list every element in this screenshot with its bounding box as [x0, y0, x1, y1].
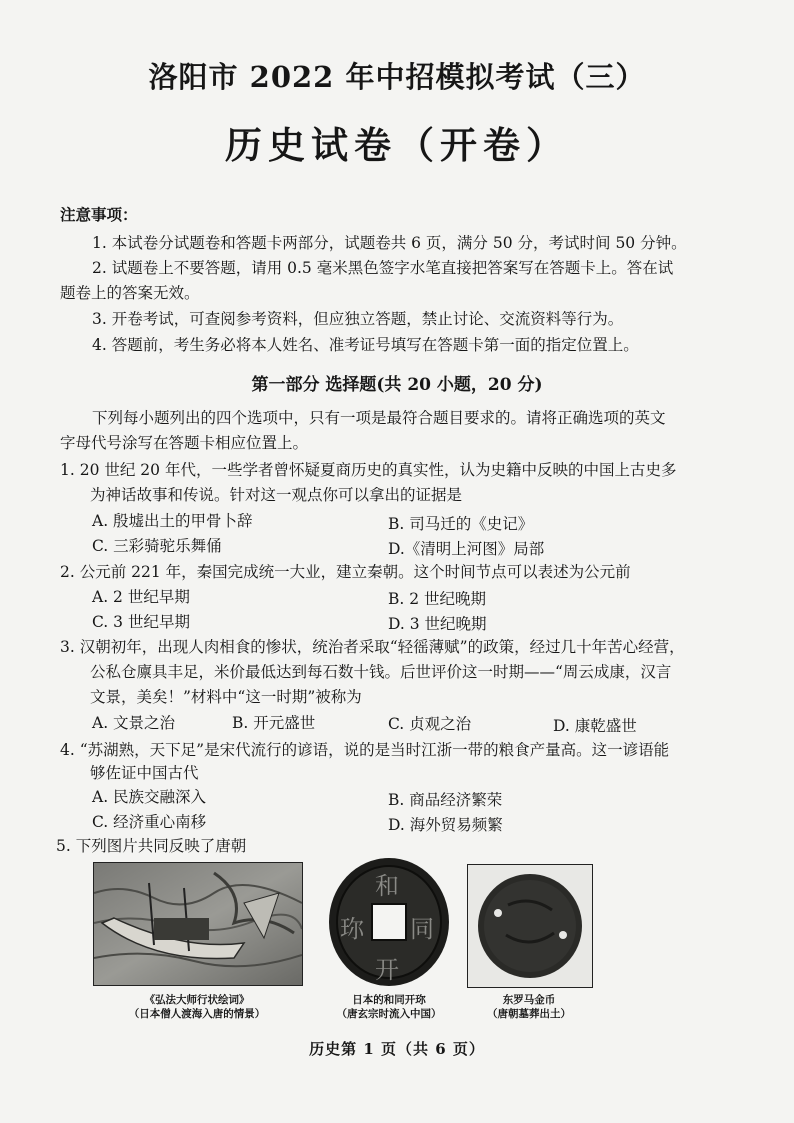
question-stem: 够佐证中国古代 — [90, 764, 199, 782]
option-a: A. 文景之治 — [92, 714, 176, 732]
notice-item: 2. 试题卷上不要答题，请用 0.5 毫米黑色签字水笔直接把答案写在答题卡上。答在试 — [92, 259, 674, 277]
notice-heading: 注意事项： — [60, 205, 138, 224]
question-stem: 为神话故事和传说。针对这一观点你可以拿出的证据是 — [90, 486, 463, 504]
paper-subtitle: 历史试卷（开卷） — [225, 123, 569, 167]
option-a: A. 2 世纪早期 — [92, 588, 190, 606]
coin-character: 和 — [375, 872, 399, 900]
option-c: C. 贞观之治 — [388, 715, 472, 733]
question-stem: 公私仓廪具丰足，米价最低达到每石数十钱。后世评价这一时期——“周云成康，汉言 — [90, 663, 672, 681]
page-number: 历史第 1 页（共 6 页） — [309, 1040, 485, 1058]
option-c: C. 三彩骑驼乐舞俑 — [92, 537, 222, 555]
coin-character: 开 — [375, 956, 399, 984]
question-stem: 文景，美矣！”材料中“这一时期”被称为 — [90, 688, 362, 706]
option-a: A. 民族交融深入 — [92, 788, 207, 806]
question-stem: 5. 下列图片共同反映了唐朝 — [56, 837, 247, 855]
exam-title: 洛阳市 2022 年中招模拟考试（三） — [148, 60, 646, 94]
image-caption — [322, 993, 456, 1021]
option-d: D.《清明上河图》局部 — [388, 540, 545, 558]
caption-line: （唐朝墓葬出土） — [487, 1008, 571, 1020]
notice-item: 3. 开卷考试，可查阅参考资料，但应独立答题，禁止讨论、交流资料等行为。 — [92, 310, 624, 328]
image-caption — [462, 993, 596, 1021]
option-b: B. 司马迁的《史记》 — [388, 515, 534, 533]
coin-character: 珎 — [340, 915, 364, 943]
coin-character: 同 — [410, 915, 434, 943]
caption-line: （唐玄宗时流入中国） — [336, 1008, 442, 1020]
japanese-coin-image — [327, 856, 451, 988]
option-d: D. 海外贸易频繁 — [388, 816, 503, 834]
caption-line: （日本僧人渡海入唐的情景） — [128, 1008, 266, 1020]
section-instruction: 字母代号涂写在答题卡相应位置上。 — [60, 434, 309, 452]
question-stem: 1. 20 世纪 20 年代，一些学者曾怀疑夏商历史的真实性，认为史籍中反映的中国上古史多 — [60, 461, 677, 479]
question-stem: 2. 公元前 221 年，秦国完成统一大业，建立秦朝。这个时间节点可以表述为公元前 — [60, 563, 631, 581]
caption-line: 日本的和同开珎 — [352, 994, 426, 1006]
section-title: 第一部分 选择题(共 20 小题，20 分) — [251, 375, 543, 395]
option-b: B. 开元盛世 — [232, 714, 316, 732]
option-d: D. 3 世纪晚期 — [388, 615, 487, 633]
notice-item: 4. 答题前，考生务必将本人姓名、准考证号填写在答题卡第一面的指定位置上。 — [92, 336, 639, 354]
caption-line: 《弘法大师行状绘词》 — [144, 994, 250, 1006]
notice-item: 题卷上的答案无效。 — [60, 284, 200, 302]
section-instruction: 下列每小题列出的四个选项中，只有一项是最符合题目要求的。请将正确选项的英文 — [92, 409, 666, 427]
option-b: B. 商品经济繁荣 — [388, 791, 503, 809]
option-c: C. 3 世纪早期 — [92, 613, 190, 631]
question-stem: 4. “苏湖熟，天下足”是宋代流行的谚语，说的是当时江浙一带的粮食产量高。这一谚语能 — [60, 741, 670, 759]
option-b: B. 2 世纪晚期 — [388, 590, 487, 608]
image-caption — [93, 993, 301, 1021]
byzantine-coin-image — [467, 864, 593, 988]
option-c: C. 经济重心南移 — [92, 813, 207, 831]
option-d: D. 康乾盛世 — [553, 717, 637, 735]
notice-item: 1. 本试卷分试题卷和答题卡两部分，试题卷共 6 页，满分 50 分，考试时间 50 分钟。 — [92, 234, 687, 252]
ship-painting-image — [93, 862, 303, 986]
caption-line: 东罗马金币 — [502, 994, 556, 1006]
question-stem: 3. 汉朝初年，出现人肉相食的惨状，统治者采取“轻徭薄赋”的政策，经过几十年苦心经营， — [60, 638, 685, 656]
option-a: A. 殷墟出土的甲骨卜辞 — [92, 512, 253, 530]
